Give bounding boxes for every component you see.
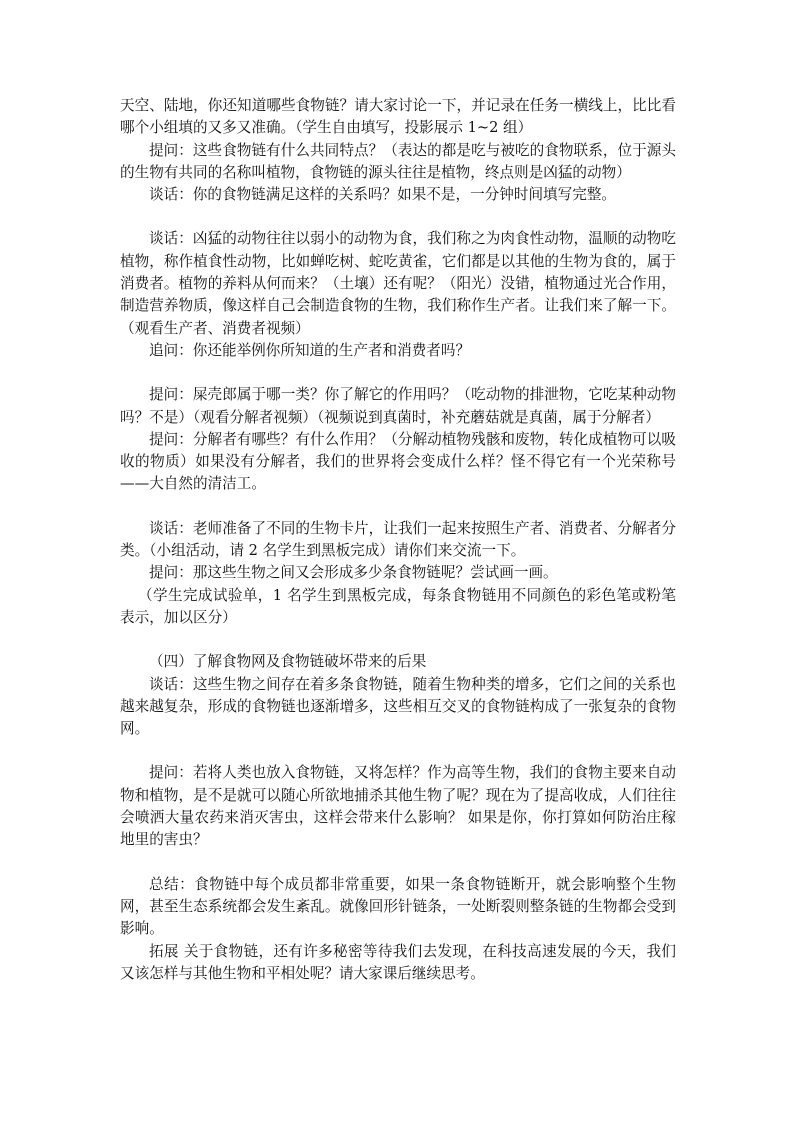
paragraph-10: （学生完成试验单，1 名学生到黑板完成，每条食物链用不同颜色的彩色笔或粉笔表示，加以区分） [120, 586, 676, 626]
paragraph-1: 天空、陆地，你还知道哪些食物链？请大家讨论一下，并记录在任务一横线上，比比看哪个小组填的又多又准确。（学生自由填写，投影展示 1~2 组） [120, 97, 676, 137]
document-page [120, 95, 676, 985]
paragraph-12: 谈话：这些生物之间存在着多条食物链，随着生物种类的增多，它们之间的关系也越来越复杂，形成的食物链也逐渐增多，这些相互交叉的食物链构成了一张复杂的食物网。 [120, 675, 676, 738]
paragraph-7: 提问：分解者有哪些？有什么作用？（分解动植物残骸和废物，转化成植物可以吸收的物质）如果没有分解者，我们的世界将会变成什么样？怪不得它有一个光荣称号——大自然的清洁工。 [120, 430, 676, 493]
paragraph-4: 谈话：凶猛的动物往往以弱小的动物为食，我们称之为肉食性动物，温顺的动物吃植物，称作植食性动物，比如蝉吃树、蛇吃黄雀，它们都是以其他的生物为食的，属于消费者。植物的养料从何而来？（土壤）还有呢？（阳光）没错，植物通过光合作用，制造营养物质，像这样自己会制造食物的生物，我们称作生产者。让我们来了解一下。（观看生产者、消费者视频） [120, 230, 676, 337]
paragraph-8: 谈话：老师准备了不同的生物卡片，让我们一起来按照生产者、消费者、分解者分类。（小组活动，请 2 名学生到黑板完成）请你们来交流一下。 [120, 519, 676, 560]
paragraph-9: 提问：那这些生物之间又会形成多少条食物链呢？尝试画一画。 [149, 564, 558, 582]
paragraph-13: 提问：若将人类也放入食物链，又将怎样？作为高等生物，我们的食物主要来自动物和植物，是不是就可以随心所欲地捕杀其他生物了呢？现在为了提高收成，人们往往会喷洒大量农药来消灭害虫，这样会带来什么影响？ 如果是你，你打算如何防治庄稼地里的害虫？ [120, 764, 676, 849]
paragraph-gap [120, 852, 676, 874]
paragraph-15: 拓展 关于食物链，还有许多秘密等待我们去发现，在科技高速发展的今天，我们又该怎样与其他生物和平相处呢？请大家课后继续思考。 [120, 942, 676, 982]
paragraph-gap [120, 629, 676, 651]
paragraph-5: 追问：你还能举例你所知道的生产者和消费者吗？ [149, 341, 471, 359]
section-heading: （四）了解食物网及食物链破坏带来的后果 [149, 653, 427, 671]
paragraph-gap [120, 206, 676, 228]
paragraph-14: 总结：食物链中每个成员都非常重要，如果一条食物链断开，就会影响整个生物网，甚至生态系统都会发生紊乱。就像回形针链条，一处断裂则整条链的生物都会受到影响。 [120, 875, 676, 938]
paragraph-gap [120, 362, 676, 384]
paragraph-2: 提问：这些食物链有什么共同特点？（表达的都是吃与被吃的食物联系，位于源头的生物有共同的名称叫植物，食物链的源头往往是植物，终点则是凶猛的动物） [120, 141, 676, 181]
paragraph-3: 谈话：你的食物链满足这样的关系吗？如果不是，一分钟时间填写完整。 [149, 186, 617, 204]
paragraph-gap [120, 740, 676, 762]
paragraph-6: 提问：屎壳郎属于哪一类？你了解它的作用吗？（吃动物的排泄物，它吃某种动物吗？不是）（观看分解者视频）（视频说到真菌时，补充蘑菇就是真菌，属于分解者） [120, 386, 676, 426]
paragraph-gap [120, 496, 676, 518]
